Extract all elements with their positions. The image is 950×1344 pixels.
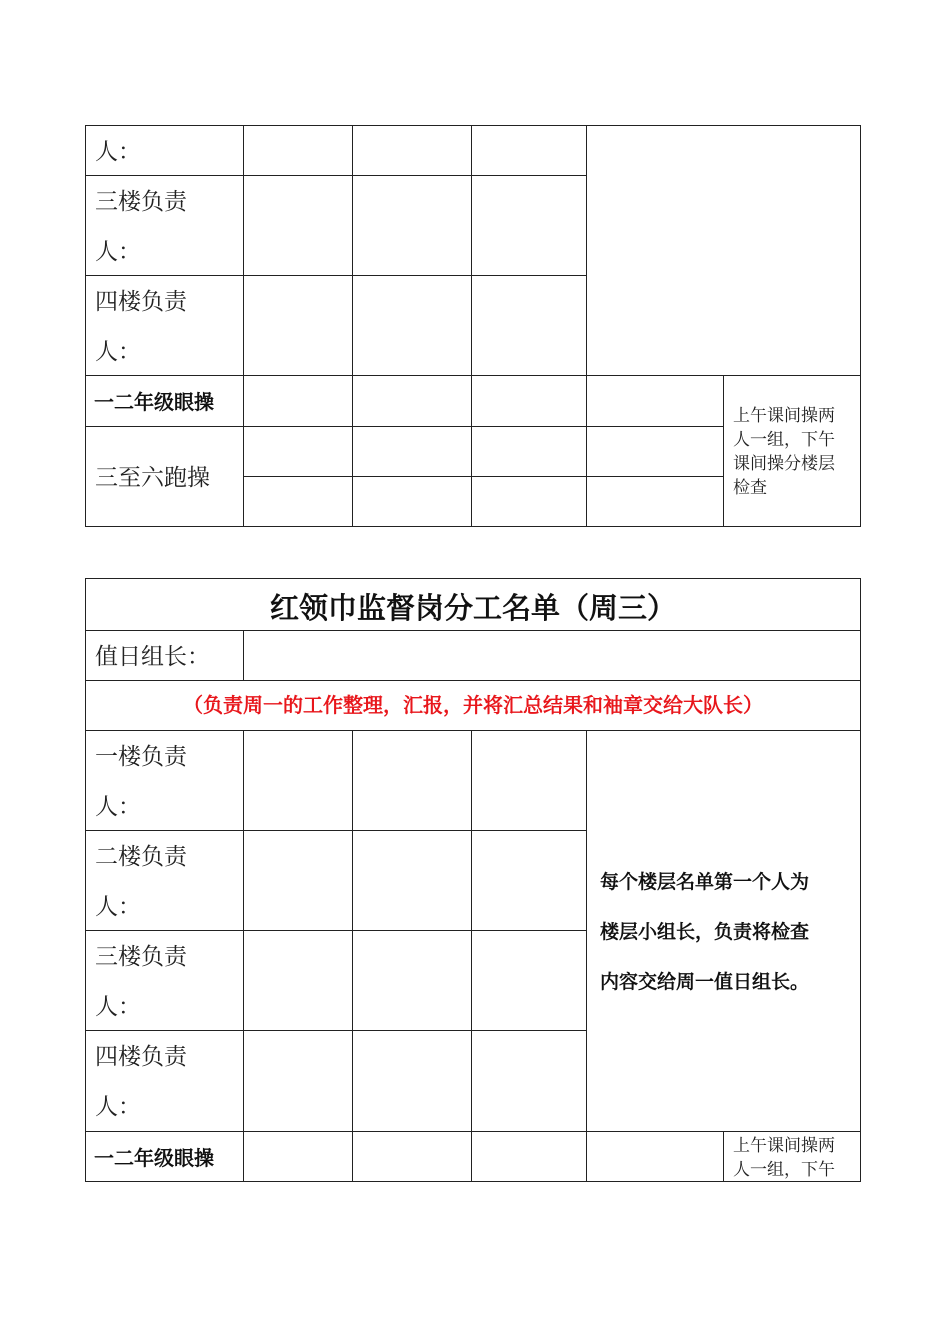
floor-leader-rule (600, 857, 855, 1007)
floor3-label-line2: 人： (95, 994, 141, 1020)
note-line: 上午课间操两 (733, 1136, 835, 1156)
exercise-note (733, 404, 855, 500)
floor1-label: 一楼负责 (95, 744, 187, 770)
page-title: 红领巾监督岗分工名单（周三） (269, 591, 676, 625)
floor3-label: 三楼负责 (95, 944, 187, 970)
note-line: 人一组，下午 (733, 1160, 835, 1180)
floor4-label-line2: 人： (95, 339, 141, 365)
floor4-label: 四楼负责 (95, 1044, 187, 1070)
floor3-label: 三楼负责 (95, 189, 187, 215)
eye-exercise-label: 一二年级眼操 (94, 390, 214, 414)
floor4-label-line2: 人： (95, 1094, 141, 1120)
floor1-label-line2: 人： (95, 794, 141, 820)
note-line: 上午课间操两 (733, 406, 835, 426)
instruction-text: （负责周一的工作整理，汇报，并将汇总结果和袖章交给大队长） (183, 693, 763, 717)
note-line: 人一组，下午 (733, 430, 835, 450)
rule-line: 内容交给周一值日组长。 (600, 971, 810, 993)
floor3-label-line2: 人： (95, 239, 141, 265)
note-line: 检查 (733, 478, 767, 498)
floor4-label: 四楼负责 (95, 289, 187, 315)
duty-leader-field (244, 631, 860, 680)
exercise-note (733, 1134, 855, 1182)
note-line: 课间操分楼层 (733, 454, 835, 474)
floor-label-line2: 人： (95, 139, 141, 165)
rule-line: 楼层小组长，负责将检查 (600, 921, 810, 943)
floor2-label: 二楼负责 (95, 844, 187, 870)
rule-line: 每个楼层名单第一个人为 (600, 871, 810, 893)
running-exercise-label: 三至六跑操 (95, 465, 210, 491)
floor2-label-line2: 人： (95, 894, 141, 920)
eye-exercise-label: 一二年级眼操 (94, 1146, 214, 1170)
duty-leader-label: 值日组长： (95, 644, 210, 670)
